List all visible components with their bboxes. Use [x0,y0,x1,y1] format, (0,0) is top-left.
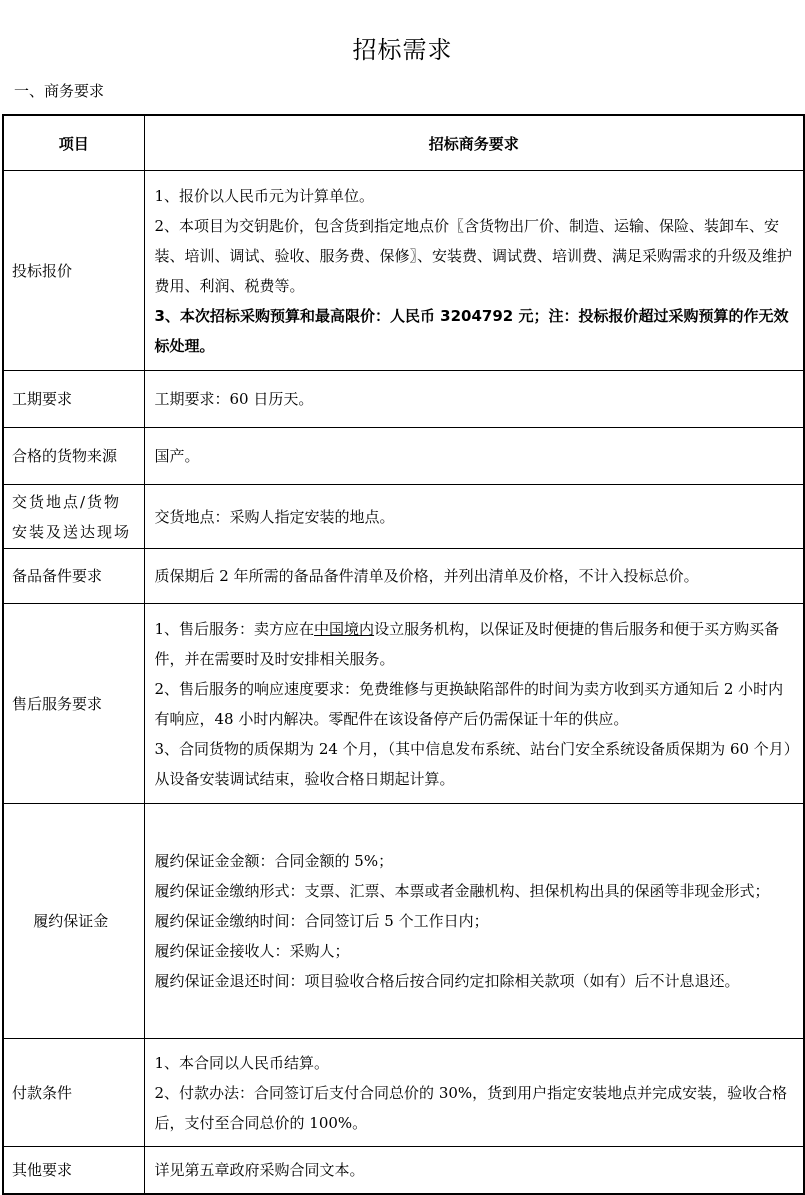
row-content-bid-price [144,171,804,371]
table-row [3,171,804,371]
row-label-schedule: 工期要求 [3,371,144,428]
header-item: 项目 [3,115,144,171]
other-text: 详见第五章政府采购合同文本。 [154,1161,365,1179]
row-label-payment: 付款条件 [3,1039,144,1147]
table-row [3,485,804,549]
row-content-payment [144,1039,804,1147]
guarantee-p5: 履约保证金退还时间：项目验收合格后按合同约定扣除相关款项（如有）后不计息退还。 [154,972,740,990]
table-row [3,428,804,485]
row-content-spares [144,549,804,604]
origin-text: 国产。 [154,447,200,465]
delivery-text: 交货地点：采购人指定安装的地点。 [154,507,395,526]
table-header-row [3,115,804,171]
row-label-spares: 备品备件要求 [3,549,144,604]
section-heading: 一、商务要求 [14,82,105,100]
bid-price-p2: 2、本项目为交钥匙价，包含货到指定地点价〖含货物出厂价、制造、运输、保险、装卸车、安装、培训、调试、验收、服务费、保修〗、安装费、调试费、培训费、满足采购需求的升级及维护费用、利润、税费等。 [154,216,793,295]
guarantee-p4: 履约保证金接收人：采购人； [154,942,350,960]
table-row [3,1039,804,1147]
guarantee-p2: 履约保证金缴纳形式：支票、汇票、本票或者金融机构、担保机构出具的保函等非现金形式； [154,882,770,900]
bid-price-p1: 1、报价以人民币元为计算单位。 [154,186,375,205]
after-sales-p1-a: 1、售后服务：卖方应在 [154,619,315,638]
row-content-origin [144,428,804,485]
bid-price-p3: 3、本次招标采购预算和最高限价：人民币 3204792 元；注：投标报价超过采购预算的作无效标处理。 [154,306,789,355]
row-label-delivery: 交货地点/货物安装及送达现场 [3,485,144,549]
payment-p2: 2、付款办法：合同签订后支付合同总价的 30%，货到用户指定安装地点并完成安装，验收合格后，支付至合同总价的 100%。 [154,1083,788,1132]
after-sales-p3: 3、合同货物的质保期为 24 个月，（其中信息发布系统、站台门安全系统设备质保期为 60 个月）从设备安装调试结束，验收合格日期起计算。 [154,739,792,788]
schedule-text: 工期要求：60 日历天。 [154,390,314,408]
requirements-table [2,114,805,1195]
row-content-delivery [144,485,804,549]
header-requirements: 招标商务要求 [144,115,804,171]
payment-p1: 1、本合同以人民币结算。 [154,1053,330,1072]
guarantee-p3: 履约保证金缴纳时间：合同签订后 5 个工作日内； [154,912,489,930]
after-sales-p1-b: 设立服务机构，以保证及时便捷的售后服务和便于买方购买备件，并在需要时及时安排相关服务。 [154,619,780,668]
guarantee-p1: 履约保证金金额：合同金额的 5%； [154,852,394,870]
row-label-after-sales: 售后服务要求 [3,604,144,804]
row-label-guarantee: 履约保证金 [3,804,144,1039]
row-label-other: 其他要求 [3,1147,144,1195]
row-content-guarantee [144,804,804,1039]
after-sales-p2: 2、售后服务的响应速度要求：免费维修与更换缺陷部件的时间为卖方收到买方通知后 2 小时内有响应，48 小时内解决。零配件在该设备停产后仍需保证十年的供应。 [154,679,784,728]
row-content-after-sales [144,604,804,804]
spares-text: 质保期后 2 年所需的备品备件清单及价格，并列出清单及价格，不计入投标总价。 [154,567,699,585]
table-row [3,549,804,604]
row-label-bid-price: 投标报价 [3,171,144,371]
table-row [3,604,804,804]
table-row [3,1147,804,1195]
table-row [3,804,804,1039]
after-sales-p1 [155,614,796,674]
row-content-schedule [144,371,804,428]
after-sales-p1-underline: 中国境内 [314,619,375,638]
table-row [3,371,804,428]
page-title: 招标需求 [352,36,453,64]
row-content-other [144,1147,804,1195]
row-label-origin: 合格的货物来源 [3,428,144,485]
